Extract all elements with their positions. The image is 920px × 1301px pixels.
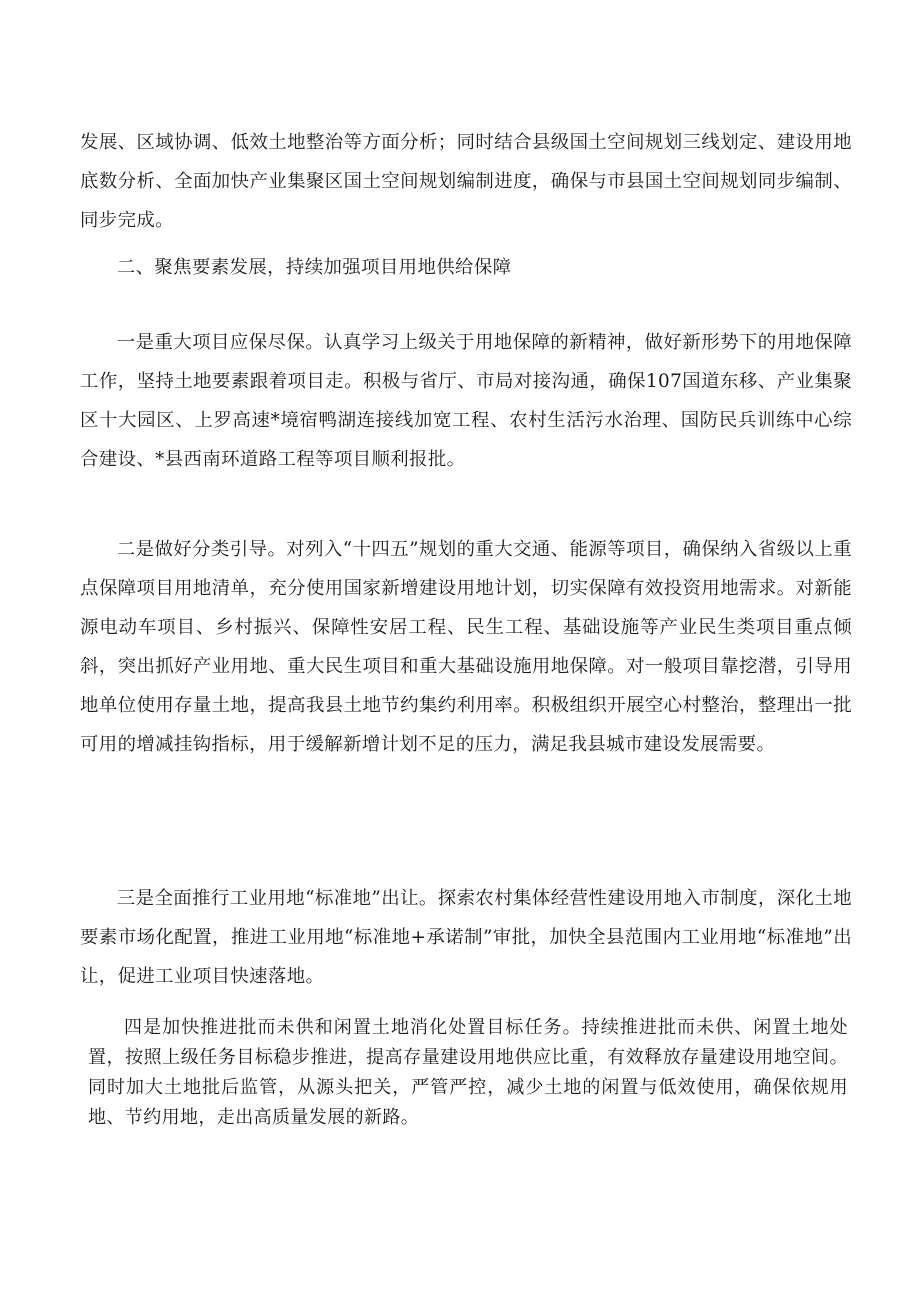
paragraph-item-3: 三是全面推行工业用地“标准地”出让。探索农村集体经营性建设用地入市制度，深化土地要素市场化配置，推进工业用地“标准地+承诺制”审批，加快全县范围内工业用地“标准地”出让，促进工业项目快速落地。 — [80, 888, 852, 987]
paragraph-item-1: 一是重大项目应保尽保。认真学习上级关于用地保障的新精神，做好新形势下的用地保障工作，坚持土地要素跟着项目走。积极与省厅、市局对接沟通，确保107国道东移、产业集聚区十大园区、上罗高速*境宿鸭湖连接线加宽工程、农村生活污水治理、国防民兵训练中心综合建设、*县西南环道路工程等项目顺利报批。 — [80, 332, 852, 470]
paragraph-item-2: 二是做好分类引导。对列入“十四五”规划的重大交通、能源等项目，确保纳入省级以上重点保障项目用地清单，充分使用国家新增建设用地计划，切实保障有效投资用地需求。对新能源电动车项目、乡村振兴、保障性安居工程、民生工程、基础设施等产业民生类项目重点倾斜，突出抓好产业用地、重大民生项目和重大基础设施用地保障。对一般项目靠挖潜，引导用地单位使用存量土地，提高我县土地节约集约利用率。积极组织开展空心村整治，整理出一批可用的增减挂钩指标，用于缓解新增计划不足的压力，满足我县城市建设发展需要。 — [80, 539, 852, 755]
section-heading: 二、聚焦要素发展，持续加强项目用地供给保障 — [116, 257, 512, 278]
paragraph-item-4: 四是加快推进批而未供和闲置土地消化处置目标任务。持续推进批而未供、闲置土地处置，按照上级任务目标稳步推进，提高存量建设用地供应比重，有效释放存量建设用地空间。同时加大土地批后监管，从源头把关，严管严控，减少土地的闲置与低效使用，确保依规用地、节约用地，走出高质量发展的新路。 — [88, 1017, 848, 1128]
paragraph-continuation: 发展、区域协调、低效土地整治等方面分析；同时结合县级国土空间规划三线划定、建设用地底数分析、全面加快产业集聚区国土空间规划编制进度，确保与市县国土空间规划同步编制、同步完成。 — [80, 132, 852, 231]
